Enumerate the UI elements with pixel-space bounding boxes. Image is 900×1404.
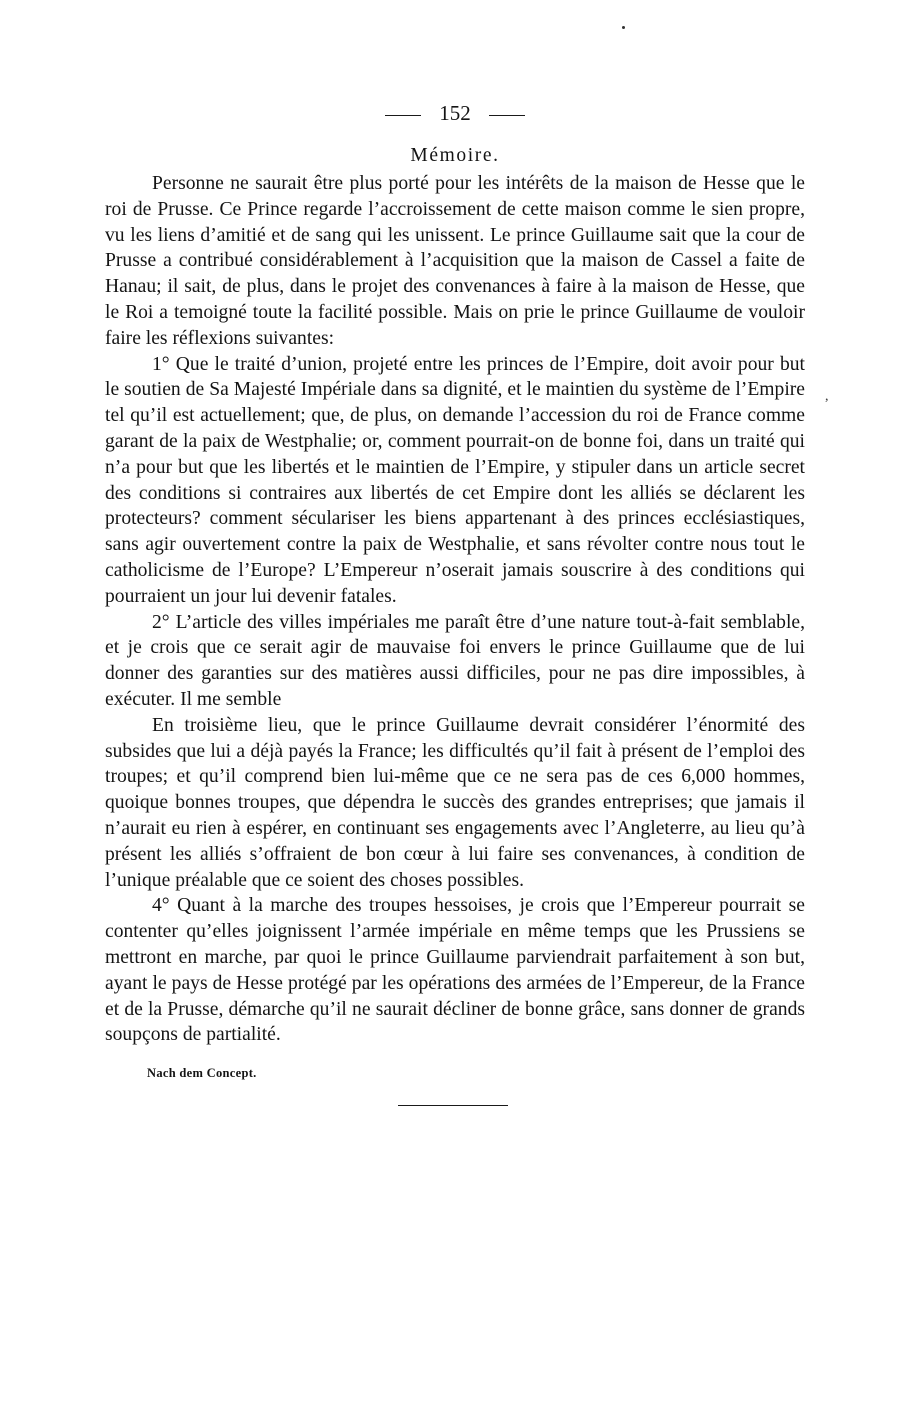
paragraph-point-4: 4° Quant à la marche des troupes hessoises, je crois que l’Empereur pourrait se contenter qu’elles joignissent l’armée impériale en même temps que les Prussiens se mettront en marche, par quoi le prince Guillaume parviendrait parfaitement à son but, ayant le pays de Hesse protégé par les opérations des armées de l’Empereur, de la France et de la Prusse, démarche qu’il ne saurait décliner de bonne grâce, sans donner de grands soupçons de partialité. [105, 895, 805, 1046]
end-rule [398, 1105, 508, 1106]
page-header [105, 98, 805, 128]
paragraph-intro: Personne ne saurait être plus porté pour les intérêts de la maison de Hesse que le roi de Prusse. Ce Prince regarde l’accroissement de cette maison comme le sien propre, vu les liens d’amitié et de sang qui les unissent. Le prince Guillaume sait que la cour de Prusse a contribué considérablement à l’acquisition que la maison de Cassel a faite de Hanau; il sait, de plus, dans le projet des convenances à faire à la maison de Hesse, que le Roi a temoigné toute la facilité possible. Mais on prie le prince Guillaume de vouloir faire les réflexions suivantes: [105, 173, 805, 349]
header-dash-right [489, 115, 525, 116]
paragraph-point-2: 2° L’article des villes impériales me paraît être d’une nature tout-à-fait semblable, et je crois que ce serait agir de mauvaise foi envers le prince Guillaume que de lui donner des garanties sur des matières aussi difficiles, pour ne pas dire impossibles, à exécuter. Il me semble [105, 611, 805, 710]
ink-speck [622, 26, 625, 29]
paragraph-point-3: En troisième lieu, que le prince Guillaume devrait considérer l’énormité des subsides que lui a déjà payés la France; les difficultés qu’il fait à présent de l’emploi des troupes; et qu’il comprend bien lui-même que ce ne sera pas de ces 6,000 hommes, quoique bonnes troupes, que dépendra le succès des grandes entreprises; que jamais il n’aurait eu rien à espérer, en continuant ses engagements avec l’Angleterre, au lieu qu’à présent les alliés s’offraient de bon cœur à lui faire ses convenances, à condition de l’unique préalable que ce soient des choses possibles. [105, 714, 805, 891]
paragraph-point-1: 1° Que le traité d’union, projeté entre les princes de l’Empire, doit avoir pour but le soutien de Sa Majesté Impériale dans sa dignité, et le maintien du système de l’Empire tel qu’il est actuellement; que, de plus, on demande l’accession du roi de France comme garant de la paix de Westphalie; or, comment pourrait-on de bonne foi, dans un traité qui n’a pour but que les libertés et le maintien de l’Empire, y stipuler dans un article secret des conditions si contraires aux libertés de cet Empire dont les alliés se déclarent les protecteurs? comment séculariser les biens appartenant à des princes ecclésiastiques, sans agir ouvertement contre la paix de Westphalie, et sans révolter contre nous tout le catholicisme de l’Europe? L’Empereur n’oserait jamais souscrire à des conditions qui pourraient un jour lui devenir fatales. [105, 353, 805, 607]
body-text [105, 171, 805, 1048]
document-page [105, 98, 805, 1106]
header-dash-left [385, 115, 421, 116]
source-note: Nach dem Concept. [147, 1066, 257, 1081]
margin-mark: , [825, 389, 829, 404]
page-number: 152 [439, 101, 471, 125]
section-title: Mémoire. [410, 145, 500, 166]
